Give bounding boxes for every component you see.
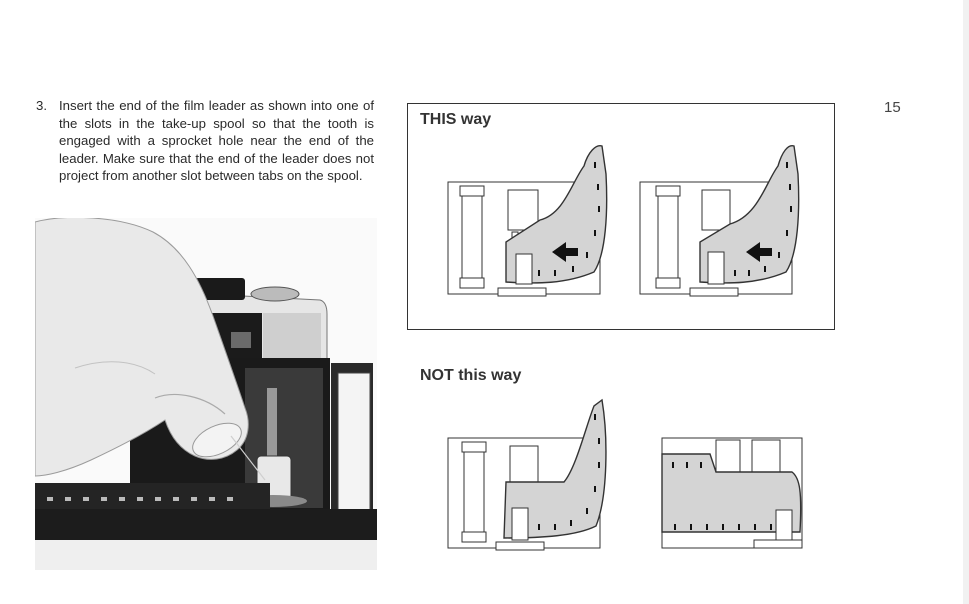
camera-photo <box>35 218 377 570</box>
incorrect-diagram-2 <box>660 432 806 552</box>
correct-heading: THIS way <box>420 111 492 128</box>
page-edge <box>963 0 969 604</box>
incorrect-heading: NOT this way <box>420 367 522 384</box>
step-number: 3. <box>36 98 47 113</box>
step-text: Insert the end of the film leader as shown into one of the slots in the take-up spool so that the tooth is engaged with a sprocket hole near the end of the leader. Make sure that the end of the leader does not project from another slot between tabs on the spool. <box>59 98 374 184</box>
page-number: 15 <box>884 99 901 116</box>
correct-diagram-2 <box>638 142 808 300</box>
incorrect-diagram-1 <box>446 396 616 554</box>
correct-diagram-1 <box>446 142 616 300</box>
